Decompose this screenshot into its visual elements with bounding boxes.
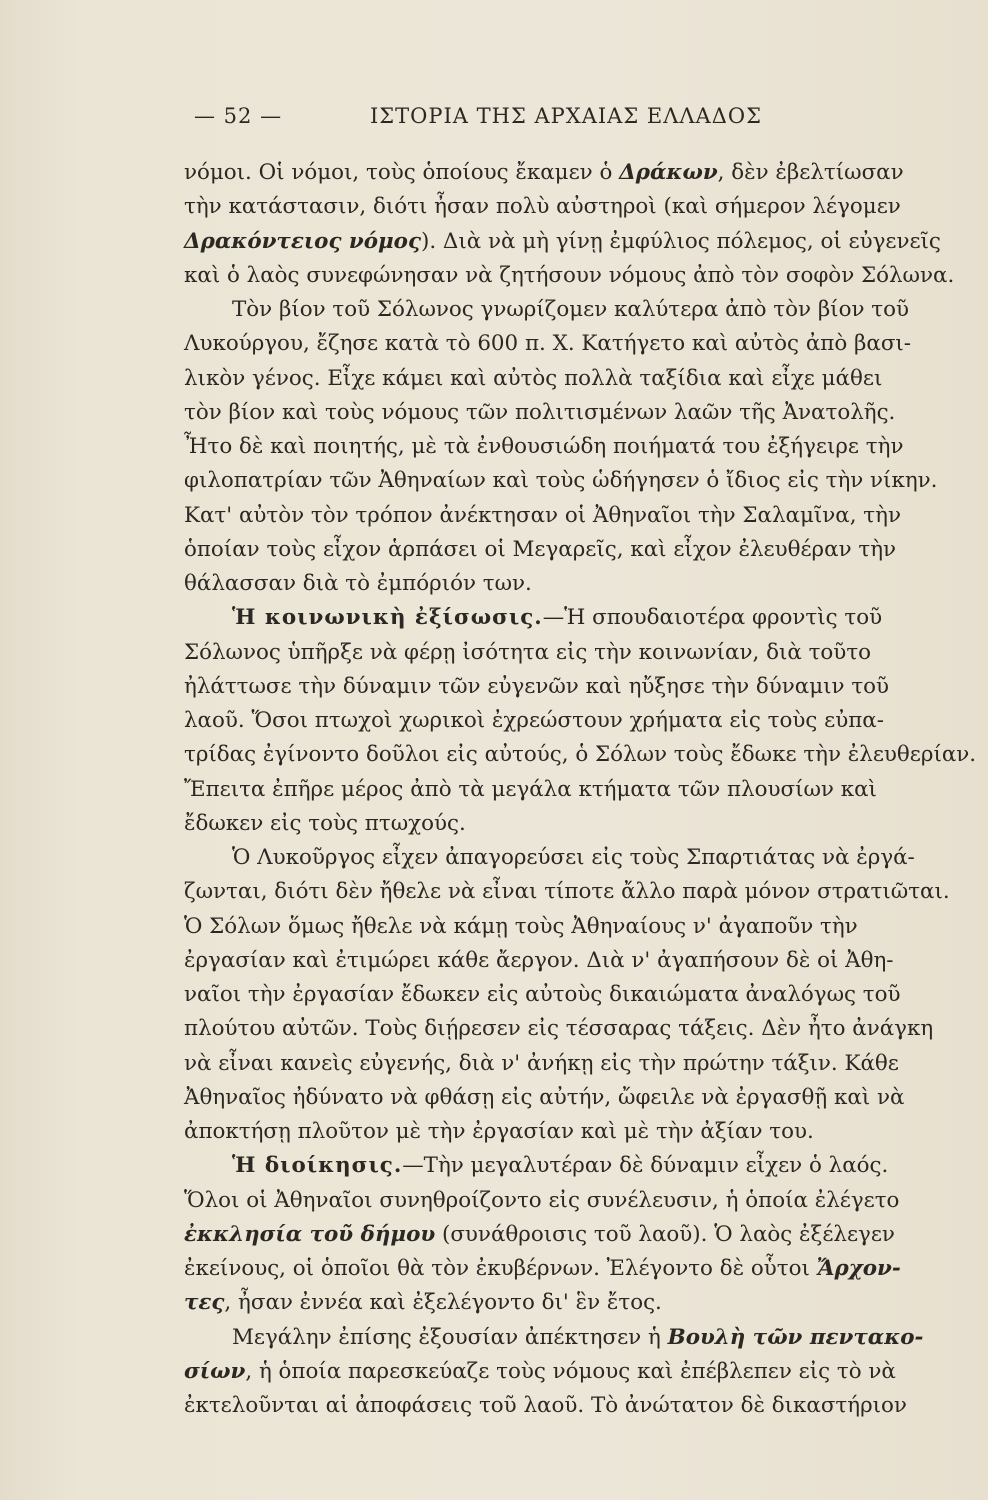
body-text xyxy=(184,156,977,1423)
text-line xyxy=(184,807,954,841)
text-line xyxy=(184,1081,954,1115)
text-segment: Λυκούργου, ἔζησε κατὰ τὸ 600 π. Χ. Κατήγετο καὶ αὐτὸς ἀπὸ βασι- xyxy=(184,331,912,357)
text-segment: ἐκείνους, οἱ ὁποῖοι θὰ τὸν ἐκυβέρνων. Ἐλέγοντο δὲ οὗτοι xyxy=(184,1256,817,1281)
text-line xyxy=(184,225,954,259)
text-line xyxy=(184,156,954,190)
text-line xyxy=(184,1047,954,1081)
text-segment: Ἀθηναῖος ἠδύνατο νὰ φθάσῃ εἰς αὐτήν, ὤφειλε νὰ ἐργασθῇ καὶ νὰ xyxy=(184,1084,905,1110)
text-line xyxy=(184,1321,954,1355)
text-line xyxy=(184,464,954,498)
text-line xyxy=(184,499,954,533)
text-segment: , ἦσαν ἐννέα καὶ ἐξελέγοντο δι' ἓν ἔτος. xyxy=(224,1290,662,1316)
text-line xyxy=(184,738,977,772)
text-line xyxy=(184,396,954,430)
text-segment: (συνάθροισις τοῦ λαοῦ). Ὁ λαὸς ἐξέλεγεν xyxy=(435,1221,895,1247)
text-segment: Ἦτο δὲ καὶ ποιητής, μὲ τὰ ἐνθουσιώδη ποιήματά του ἐξήγειρε τὴν xyxy=(184,434,904,459)
text-line xyxy=(184,190,954,224)
text-segment: Μεγάλην ἐπίσης ἐξουσίαν ἀπέκτησεν ἡ xyxy=(232,1324,668,1350)
text-line xyxy=(184,1286,954,1320)
page-number: — 52 — xyxy=(194,104,283,128)
text-line xyxy=(184,1355,954,1389)
text-segment: καὶ ὁ λαὸς συνεφώνησαν νὰ ζητήσουν νόμους ἀπὸ τὸν σοφὸν Σόλωνα. xyxy=(184,262,955,288)
text-line xyxy=(184,430,954,464)
text-line xyxy=(184,293,954,327)
emphasized-term: Ἄρχον- xyxy=(816,1256,901,1281)
text-line xyxy=(184,636,954,670)
section-heading: Ἡ διοίκησις. xyxy=(232,1153,403,1179)
text-segment: Σόλωνος ὑπῆρξε νὰ φέρῃ ἰσότητα εἰς τὴν κοινωνίαν, διὰ τοῦτο xyxy=(184,639,872,665)
text-line xyxy=(184,875,954,909)
text-segment: Κατ' αὐτὸν τὸν τρόπον ἀνέκτησαν οἱ Ἀθηναῖοι τὴν Σαλαμῖνα, τὴν xyxy=(184,502,901,528)
text-line xyxy=(184,1115,954,1149)
text-segment: —Τὴν μεγαλυτέραν δὲ δύναμιν εἶχεν ὁ λαός. xyxy=(402,1153,889,1179)
text-line xyxy=(184,910,954,944)
text-segment: ἔδωκεν εἰς τοὺς πτωχούς. xyxy=(184,810,466,836)
text-line xyxy=(184,1218,954,1252)
text-line xyxy=(184,567,954,601)
text-line xyxy=(184,1389,954,1423)
text-segment: , ἡ ὁποία παρεσκεύαζε τοὺς νόμους καὶ ἐπέβλεπεν εἰς τὸ νὰ xyxy=(245,1358,896,1384)
text-segment: νόμοι. Οἱ νόμοι, τοὺς ὁποίους ἔκαμεν ὁ xyxy=(184,160,620,185)
emphasized-term: σίων xyxy=(184,1358,246,1384)
text-segment: τρίδας ἐγίνοντο δοῦλοι εἰς αὐτούς, ὁ Σόλων τοὺς ἔδωκε τὴν ἐλευθερίαν. xyxy=(184,742,977,768)
text-segment: —Ἡ σπουδαιοτέρα φροντὶς τοῦ xyxy=(542,605,883,631)
text-segment: Ὁ Λυκοῦργος εἶχεν ἀπαγορεύσει εἰς τοὺς Σπαρτιάτας νὰ ἐργά- xyxy=(232,845,915,870)
text-line xyxy=(184,259,954,293)
text-segment: τὸν βίον καὶ τοὺς νόμους τῶν πολιτισμένων λαῶν τῆς Ἀνατολῆς. xyxy=(184,399,896,425)
text-line xyxy=(184,1184,954,1218)
text-segment: πλούτου αὐτῶν. Τοὺς διῄρεσεν εἰς τέσσαρας τάξεις. Δὲν ἦτο ἀνάγκη xyxy=(184,1016,934,1042)
emphasized-term: Δράκων xyxy=(619,160,718,185)
section-heading: Ἡ κοινωνικὴ ἐξίσωσις. xyxy=(232,605,543,631)
text-segment: ). Διὰ νὰ μὴ γίνῃ ἐμφύλιος πόλεμος, οἱ εὐγενεῖς xyxy=(420,228,941,254)
text-segment: ἀποκτήσῃ πλοῦτον μὲ τὴν ἐργασίαν καὶ μὲ τὴν ἀξίαν του. xyxy=(184,1119,814,1144)
text-line xyxy=(184,773,954,807)
text-segment: φιλοπατρίαν τῶν Ἀθηναίων καὶ τοὺς ὡδήγησεν ὁ ἴδιος εἰς τὴν νίκην. xyxy=(184,468,938,494)
text-segment: ὁποίαν τοὺς εἶχον ἁρπάσει οἱ Μεγαρεῖς, καὶ εἶχον ἐλευθέραν τὴν xyxy=(184,536,897,562)
text-segment: ἠλάττωσε τὴν δύναμιν τῶν εὐγενῶν καὶ ηὔξησε τὴν δύναμιν τοῦ xyxy=(184,673,890,699)
text-segment: ἐκτελοῦνται αἱ ἀποφάσεις τοῦ λαοῦ. Τὸ ἀνώτατον δὲ δικαστήριον xyxy=(184,1393,907,1418)
text-segment: ἐργασίαν καὶ ἐτιμώρει κάθε ἄεργον. Διὰ ν' ἀγαπήσουν δὲ οἱ Ἀθη- xyxy=(184,947,894,973)
text-line xyxy=(184,1252,954,1286)
text-segment: θάλασσαν διὰ τὸ ἐμπόριόν των. xyxy=(184,571,532,596)
text-segment: ζωνται, διότι δὲν ἤθελε νὰ εἶναι τίποτε ἄλλο παρὰ μόνον στρατιῶται. xyxy=(184,879,950,905)
text-line xyxy=(184,362,954,396)
text-segment: λικὸν γένος. Εἶχε κάμει καὶ αὐτὸς πολλὰ ταξίδια καὶ εἶχε μάθει xyxy=(184,365,883,391)
text-line xyxy=(184,944,954,978)
emphasized-term: ἐκκλησία τοῦ δήμου xyxy=(184,1221,436,1247)
text-line xyxy=(184,601,954,635)
text-line xyxy=(184,1149,954,1183)
text-segment: τὴν κατάστασιν, διότι ἦσαν πολὺ αὐστηροὶ (καὶ σήμερον λέγομεν xyxy=(184,194,901,220)
text-line xyxy=(184,978,954,1012)
text-segment: λαοῦ. Ὅσοι πτωχοὶ χωρικοὶ ἐχρεώστουν χρήματα εἰς τοὺς εὐπα- xyxy=(184,708,884,733)
emphasized-term: Δρακόντειος νόμος xyxy=(184,228,421,254)
emphasized-term: Βουλὴ τῶν πεντακο- xyxy=(667,1324,924,1350)
text-segment: Ἔπειτα ἐπῆρε μέρος ἀπὸ τὰ μεγάλα κτήματα τῶν πλουσίων καὶ xyxy=(184,776,877,802)
text-segment: Τὸν βίον τοῦ Σόλωνος γνωρίζομεν καλύτερα ἀπὸ τὸν βίον τοῦ xyxy=(232,297,909,322)
text-segment: νὰ εἶναι κανεὶς εὐγενής, διὰ ν' ἀνήκῃ εἰς τὴν πρώτην τάξιν. Κάθε xyxy=(184,1050,899,1076)
text-line xyxy=(184,704,954,738)
text-line xyxy=(184,1012,954,1046)
text-segment: Ὅλοι οἱ Ἀθηναῖοι συνηθροίζοντο εἰς συνέλευσιν, ἡ ὁποία ἐλέγετο xyxy=(184,1187,900,1213)
text-line xyxy=(184,670,954,704)
running-title: ΙΣΤΟΡΙΑ ΤΗΣ ΑΡΧΑΙΑΣ ΕΛΛΑΔΟΣ xyxy=(370,104,762,128)
text-line xyxy=(184,533,954,567)
emphasized-term: τες xyxy=(184,1290,225,1316)
text-line xyxy=(184,327,954,361)
text-line xyxy=(184,841,954,875)
running-header xyxy=(184,104,944,144)
text-segment: ναῖοι τὴν ἐργασίαν ἔδωκεν εἰς αὐτοὺς δικαιώματα ἀναλόγως τοῦ xyxy=(184,982,901,1007)
text-segment: , δὲν ἐβελτίωσαν xyxy=(717,160,904,185)
text-segment: Ὁ Σόλων ὅμως ἤθελε νὰ κάμῃ τοὺς Ἀθηναίους ν' ἀγαποῦν τὴν xyxy=(184,913,858,939)
